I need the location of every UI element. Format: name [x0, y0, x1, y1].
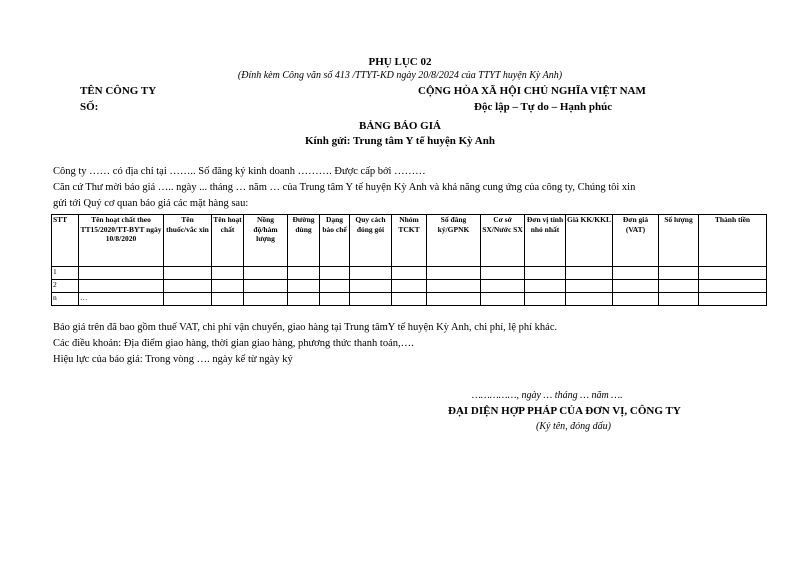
table-cell: [164, 293, 212, 306]
table-cell: [320, 267, 350, 280]
table-cell: [699, 267, 767, 280]
header-concentration: Nồng độ/hàm lượng: [244, 215, 288, 267]
header-stt: STT: [52, 215, 79, 267]
table-row: [52, 267, 767, 280]
table-cell: [350, 267, 392, 280]
header-route: Đường dùng: [288, 215, 320, 267]
table-cell: [392, 267, 427, 280]
table-cell: [212, 280, 244, 293]
signature-date-line: ……………, ngày … tháng … năm ….: [472, 390, 623, 401]
table-cell: [481, 293, 525, 306]
row-name: …: [79, 293, 164, 306]
row-name: [79, 280, 164, 293]
table-cell: [613, 280, 659, 293]
table-header-row: [52, 215, 767, 267]
note-validity: Hiệu lực của báo giá: Trong vòng …. ngày kể từ ngày ký: [53, 354, 293, 365]
table-cell: [212, 293, 244, 306]
header-unit-price-vat: Đơn giá (VAT): [613, 215, 659, 267]
table-cell: [659, 293, 699, 306]
header-manufacturer: Cơ sở SX/Nước SX: [481, 215, 525, 267]
legal-representative-title: ĐẠI DIỆN HỢP PHÁP CỦA ĐƠN VỊ, CÔNG TY: [448, 405, 681, 417]
table-cell: [244, 280, 288, 293]
header-technical-group: Nhóm TCKT: [392, 215, 427, 267]
table-row: [52, 280, 767, 293]
table-cell: [320, 280, 350, 293]
intro-line-basis: Căn cứ Thư mời báo giá ….. ngày ... tháng … năm … của Trung tâm Y tế huyện Kỳ Anh và khả năng cung ứng của công ty, Chúng tôi xin: [53, 182, 636, 193]
table-cell: [699, 293, 767, 306]
table-cell: [392, 280, 427, 293]
row-name: [79, 267, 164, 280]
header-packaging: Quy cách đóng gói: [350, 215, 392, 267]
row-stt: 1: [52, 267, 79, 280]
table-row: [52, 293, 767, 306]
table-cell: [350, 293, 392, 306]
header-smallest-unit: Đơn vị tính nhỏ nhất: [525, 215, 566, 267]
recipient-line: Kính gửi: Trung tâm Y tế huyện Kỳ Anh: [305, 135, 495, 147]
national-motto: Độc lập – Tự do – Hạnh phúc: [474, 101, 613, 113]
document-number-label: SỐ:: [80, 101, 99, 113]
table-cell: [392, 293, 427, 306]
national-title: CỘNG HÒA XÃ HỘI CHỦ NGHĨA VIỆT NAM: [418, 85, 646, 97]
table-cell: [288, 280, 320, 293]
row-stt: n: [52, 293, 79, 306]
table-cell: [613, 267, 659, 280]
intro-line-company: Công ty …… có địa chỉ tại …….. Số đăng ký kinh doanh ………. Được cấp bởi ………: [53, 166, 426, 177]
header-dosage-form: Dạng bào chế: [320, 215, 350, 267]
header-drug-name: Tên thuốc/vắc xin: [164, 215, 212, 267]
table-cell: [613, 293, 659, 306]
table-cell: [427, 293, 481, 306]
appendix-subtitle: (Đính kèm Công văn số 413 /TTYT-KD ngày 20/8/2024 của TTYT huyện Kỳ Anh): [237, 70, 563, 81]
company-label: TÊN CÔNG TY: [80, 85, 157, 97]
row-stt: 2: [52, 280, 79, 293]
intro-line-send: gửi tới Quý cơ quan báo giá các mặt hàng sau:: [53, 198, 249, 209]
table-cell: [659, 267, 699, 280]
table-cell: [525, 267, 566, 280]
appendix-title: PHỤ LỤC 02: [368, 56, 432, 68]
quotation-title: BẢNG BÁO GIÁ: [359, 120, 441, 132]
table-cell: [288, 293, 320, 306]
table-cell: [320, 293, 350, 306]
signature-instruction: (Ký tên, đóng dấu): [536, 421, 611, 432]
table-cell: [350, 280, 392, 293]
table-cell: [525, 280, 566, 293]
table-cell: [164, 267, 212, 280]
table-cell: [164, 280, 212, 293]
table-cell: [288, 267, 320, 280]
table-cell: [427, 267, 481, 280]
table-cell: [566, 280, 613, 293]
table-cell: [427, 280, 481, 293]
table-cell: [244, 293, 288, 306]
header-active-ingredient: Tên hoạt chất: [212, 215, 244, 267]
table-cell: [212, 267, 244, 280]
header-active-ingredient-circular: Tên hoạt chất theo TT15/2020/TT-BYT ngày 10/8/2020: [79, 215, 164, 267]
header-registration-number: Số đăng ký/GPNK: [427, 215, 481, 267]
table-cell: [481, 280, 525, 293]
header-quantity: Số lượng: [659, 215, 699, 267]
table-cell: [525, 293, 566, 306]
note-vat-included: Báo giá trên đã bao gồm thuế VAT, chi phí vận chuyển, giao hàng tại Trung tâmY tế huyện Kỳ Anh, chi phí, lệ phí khác.: [53, 322, 558, 333]
quotation-table-container: [51, 214, 766, 306]
table-cell: [699, 280, 767, 293]
table-cell: [481, 267, 525, 280]
table-cell: [566, 293, 613, 306]
note-terms: Các điều khoản: Địa điểm giao hàng, thời gian giao hàng, phương thức thanh toán,….: [53, 338, 414, 349]
header-declared-price: Giá KK/KKL: [566, 215, 613, 267]
table-cell: [659, 280, 699, 293]
table-cell: [566, 267, 613, 280]
table-cell: [244, 267, 288, 280]
header-total: Thành tiền: [699, 215, 767, 267]
quotation-table: [51, 214, 767, 306]
